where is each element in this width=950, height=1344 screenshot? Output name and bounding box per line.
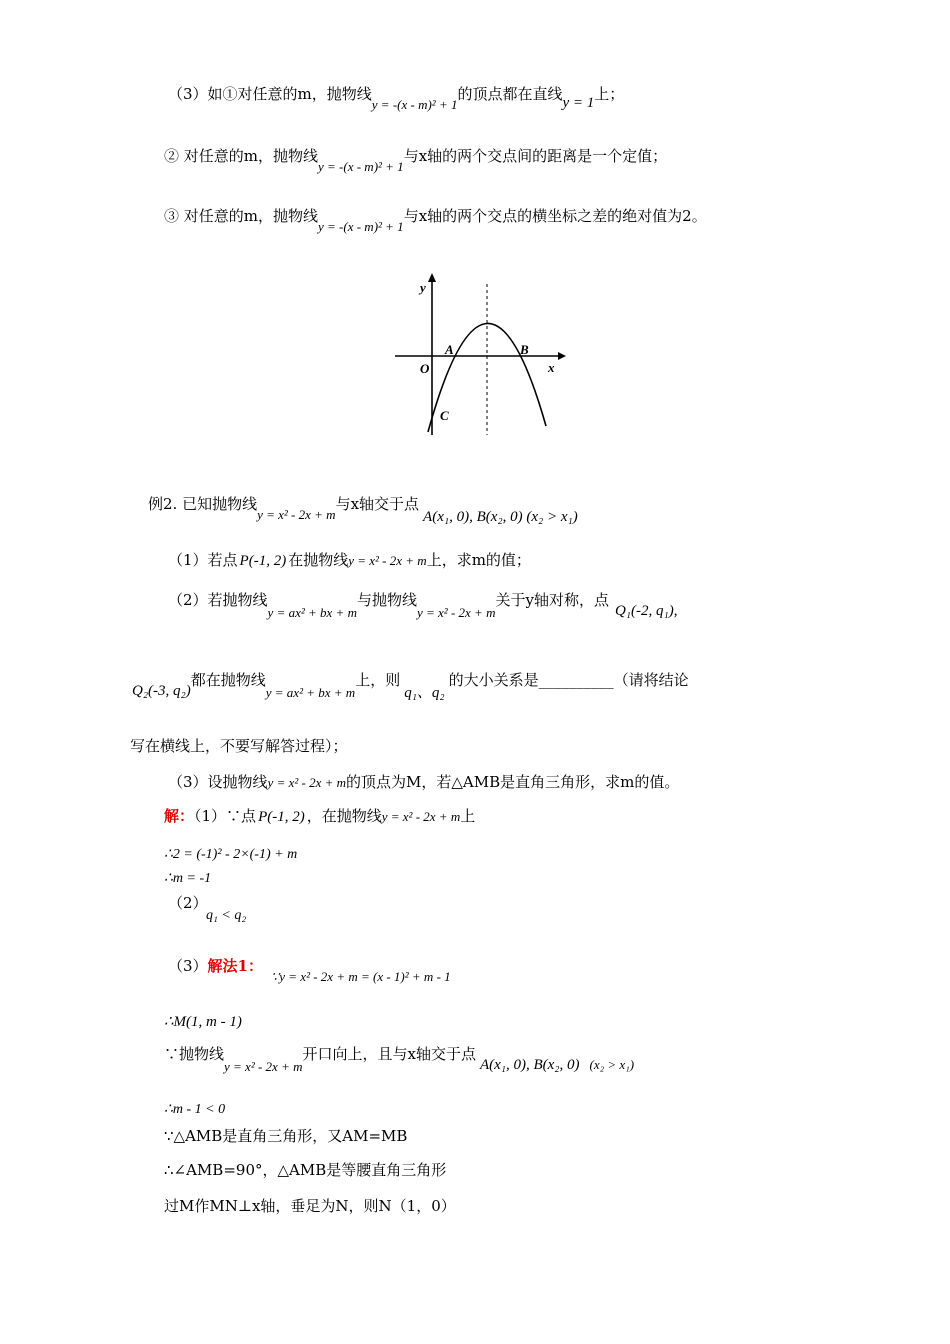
- y-axis-arrow: [428, 273, 436, 282]
- label-y: y: [420, 280, 426, 295]
- ex2-q2-sym: 关于y轴对称，点: [495, 591, 609, 609]
- ex2-title-line: [148, 494, 578, 525]
- ex2-mid: 与x轴交于点: [335, 495, 420, 513]
- sol-3-open: [164, 1044, 635, 1074]
- point-p: P(-1, 2): [239, 553, 287, 569]
- p3-item1-post: 上；: [594, 85, 625, 103]
- sol-1-pre: （1）∵点: [194, 807, 257, 825]
- ex2-q3-pre: （3）设抛物线: [168, 773, 268, 791]
- point-p: P(-1, 2): [258, 809, 305, 825]
- ex2-q2-mid: 与抛物线: [356, 591, 417, 609]
- ex2-q2-then: 上，则: [355, 671, 401, 689]
- parabola-eq: y = -(x - m)² + 1: [371, 97, 458, 112]
- label-x: x: [548, 360, 555, 375]
- ex2-points: A(x₁, 0), B(x₂, 0) (x₂ > x₁): [423, 509, 578, 525]
- sol-3-method: 解法1：: [207, 957, 263, 975]
- ex2-eq: y = x² - 2x + m: [257, 507, 336, 522]
- ex2-q2-eq: y = ax² + bx + m: [267, 605, 357, 620]
- ex2-eq: y = x² - 2x + m: [348, 553, 427, 568]
- ex2-q3: [168, 772, 679, 793]
- ex2-q3-post: 的顶点为M，若△AMB是直角三角形，求m的值。: [346, 773, 680, 791]
- sol-1-eq2: ∴m = -1: [164, 871, 212, 886]
- sol-2-label: （2）: [168, 894, 208, 912]
- p3-item3-text: ③ 对任意的m，抛物线: [164, 207, 318, 225]
- p3-item2-text: ② 对任意的m，抛物线: [164, 147, 318, 165]
- ex2-q2-cont-text: 写在横线上，不要写解答过程）；: [130, 737, 348, 755]
- line-eq: y = 1: [562, 95, 595, 111]
- sol-3: [168, 956, 451, 984]
- p3-item1-mid: 的顶点都在直线: [457, 85, 563, 103]
- sol-3-label: （3）: [168, 957, 208, 975]
- ex2-q2-rel: 的大小关系是__________（请将结论: [448, 671, 689, 689]
- p3-item3-post: 与x轴的两个交点的横坐标之差的绝对值为2。: [403, 207, 707, 225]
- parabola-eq: y = -(x - m)² + 1: [318, 219, 404, 234]
- p3-item1: [168, 84, 625, 112]
- sol-3-neg: ∴m - 1 < 0: [164, 1102, 226, 1117]
- sol-1-mid: ，在抛物线: [306, 807, 382, 825]
- label-c: C: [440, 408, 449, 423]
- sol-label: 解：: [164, 807, 195, 825]
- sol-3-m: ∴M(1, m - 1): [164, 1014, 242, 1030]
- p3-item3: [164, 206, 707, 234]
- label-a: A: [445, 342, 454, 357]
- sol-3-iso: ∴∠AMB=90°，△AMB是等腰直角三角形: [164, 1161, 447, 1179]
- sol-1-post: 上: [460, 807, 476, 825]
- sol-3-open-pre: ∵抛物线: [164, 1045, 225, 1063]
- ex2-q1-pre: （1）若点: [168, 551, 238, 569]
- sol-3-open-pts: A(x₁, 0), B(x₂, 0): [479, 1057, 580, 1073]
- p3-item2: [164, 146, 668, 174]
- ex2-q2-on: 都在抛物线: [190, 671, 266, 689]
- ex2-q1-mid: 在抛物线: [288, 551, 349, 569]
- point-q2: Q₂(-3, q₂): [132, 683, 191, 699]
- ex2-q1-post: 上，求m的值；: [426, 551, 531, 569]
- ex2-eq: y = x² - 2x + m: [381, 809, 461, 824]
- ex2-eq: y = x² - 2x + m: [267, 775, 347, 790]
- ex2-q2-eq: y = ax² + bx + m: [265, 685, 356, 700]
- ex2-eq: y = x² - 2x + m: [224, 1059, 303, 1074]
- sol-3-mn: 过M作MN⊥x轴，垂足为N，则N（1，0）: [164, 1197, 456, 1215]
- p3-item1-text: （3）如①对任意的m，抛物线: [168, 85, 372, 103]
- ex2-q2-pre: （2）若抛物线: [168, 591, 268, 609]
- ex2-q1: [168, 550, 531, 571]
- ex2-q2-qs: q₁、q₂: [404, 685, 445, 701]
- parabola-eq: y = -(x - m)² + 1: [318, 159, 404, 174]
- sol-1: [164, 806, 475, 827]
- ex2-q2-cont: [132, 670, 689, 701]
- sol-3-open-mid: 开口向上，且与x轴交于点: [302, 1045, 476, 1063]
- sol-3-open-cond: (x₂ > x₁): [589, 1057, 635, 1072]
- ex2-q2-cont2: [130, 736, 348, 756]
- parabola-graph: [390, 270, 570, 440]
- sol-3-eq: ∵y = x² - 2x + m = (x - 1)² + m - 1: [270, 969, 451, 984]
- ex2-title: 例2. 已知抛物线: [148, 495, 258, 513]
- ex2-q2: [168, 590, 678, 620]
- label-o: O: [420, 361, 430, 376]
- sol-2-answer: q₁ < q₂: [206, 908, 247, 923]
- x-axis-arrow: [558, 352, 566, 360]
- label-b: B: [520, 342, 529, 357]
- ex2-eq: y = x² - 2x + m: [416, 605, 496, 620]
- p3-item2-post: 与x轴的两个交点间的距离是一个定值；: [403, 147, 668, 165]
- sol-3-rt: ∵△AMB是直角三角形，又AM=MB: [164, 1127, 408, 1145]
- point-q1: Q₁(-2, q₁),: [614, 603, 678, 619]
- sol-1-eq1: ∴2 = (-1)² - 2×(-1) + m: [164, 847, 298, 862]
